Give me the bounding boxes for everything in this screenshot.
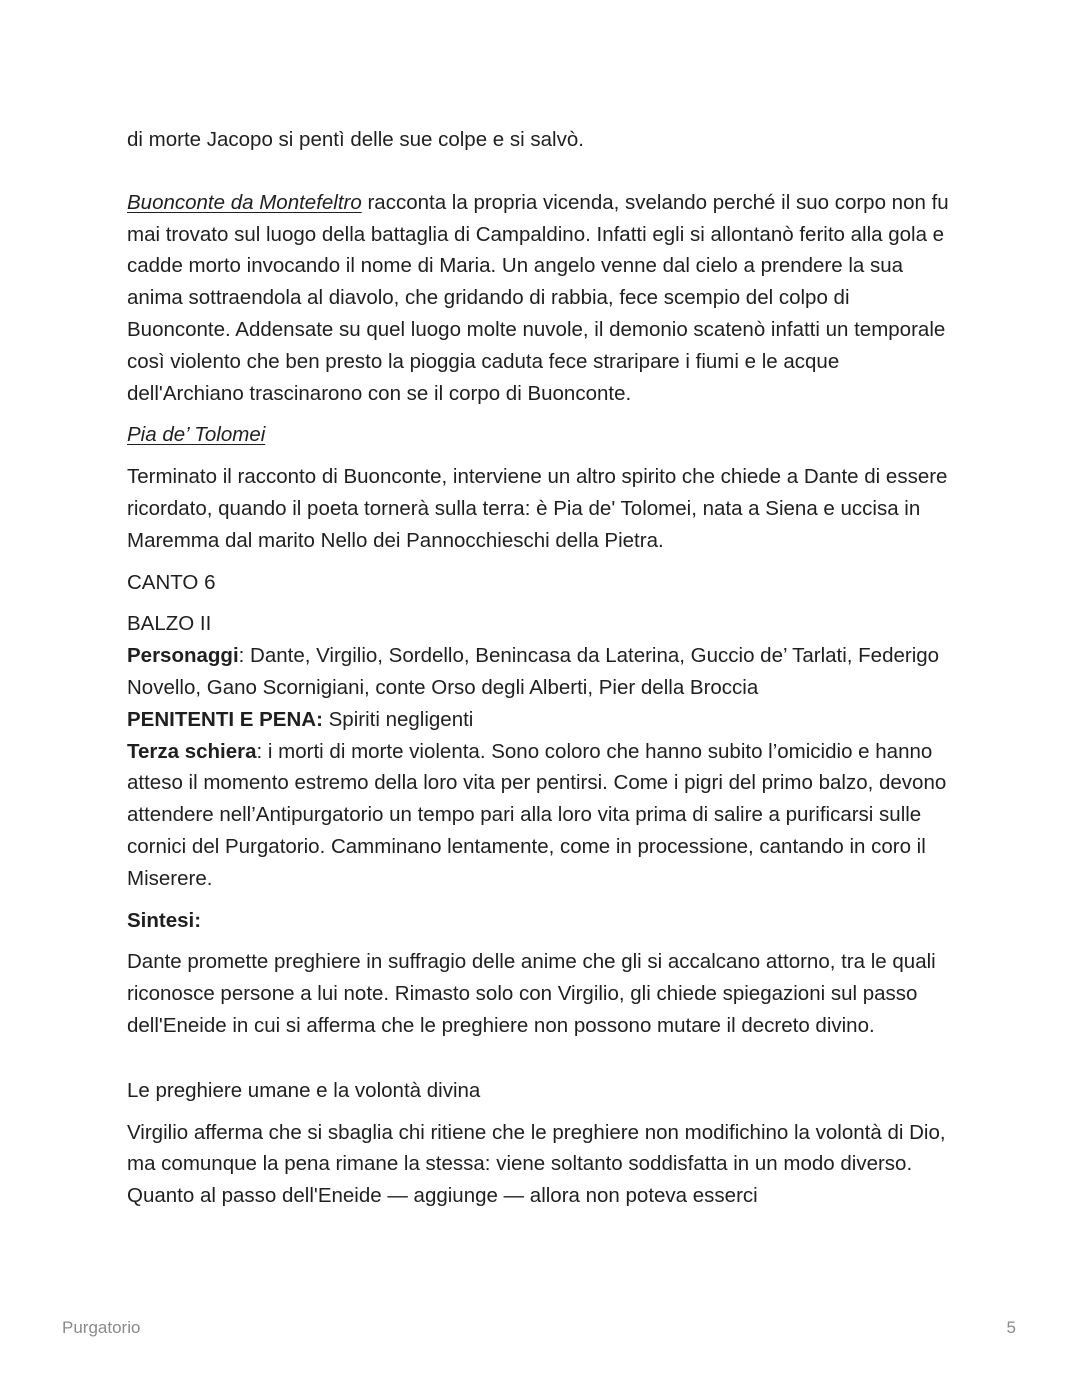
paragraph-jacopo: di morte Jacopo si pentì delle sue colpe e si salvò. xyxy=(127,128,584,151)
buonconte-name: Buonconte da Montefeltro xyxy=(127,190,362,214)
personaggi-text: : Dante, Virgilio, Sordello, Benincasa da Laterina, Guccio de’ Tarlati, Federigo Novello, Gano Scornigiani, conte Orso degli Alberti, Pier della Broccia xyxy=(127,644,940,699)
heading-pia xyxy=(127,419,957,451)
penitenti-label: PENITENTI E PENA: xyxy=(127,707,323,731)
paragraph-pia: Terminato il racconto di Buonconte, interviene un altro spirito che chiede a Dante di essere ricordato, quando il poeta tornerà sulla terra: è Pia de' Tolomei, nata a Siena e uccisa in Maremma dal marito Nello dei Pannocchieschi della Pietra. xyxy=(127,465,948,552)
paragraph-sintesi: Dante promette preghiere in suffragio delle anime che gli si accalcano attorno, tra le quali riconosce persone a lui note. Rimasto solo con Virgilio, gli chiede spiegazioni sul passo dell'Eneide in cui si afferma che le preghiere non possono mutare il decreto divino. xyxy=(127,950,936,1037)
paragraph-personaggi xyxy=(127,640,957,704)
paragraph-terza-schiera xyxy=(127,736,957,895)
terza-text: : i morti di morte violenta. Sono coloro che hanno subito l’omicidio e hanno atteso il momento estremo della loro vita per pentirsi. Come i pigri del primo balzo, devono attendere nell’Antipurgatorio un tempo pari alla loro vita prima di salire a purificarsi sulle cornici del Purgatorio. Camminano lentamente, come in processione, cantando in coro il Miserere. xyxy=(127,739,947,890)
personaggi-label: Personaggi xyxy=(127,644,239,668)
paragraph-buonconte xyxy=(127,187,957,410)
sintesi-heading-text: Sintesi: xyxy=(127,908,202,932)
penitenti-text: Spiriti negligenti xyxy=(322,707,474,731)
terza-label: Terza schiera xyxy=(127,739,257,763)
page-body xyxy=(127,124,957,1212)
balzo-label: BALZO II xyxy=(127,612,212,636)
page-number: 5 xyxy=(1006,1318,1016,1337)
footer-title: Purgatorio xyxy=(62,1318,141,1337)
buonconte-text: racconta la propria vicenda, svelando perché il suo corpo non fu mai trovato sul luogo della battaglia di Campaldino. Infatti egli si allontanò ferito alla gola e cadde morto invocando il nome di Maria. Un angelo venne dal cielo a prendere la sua anima sottraendola al diavolo, che gridando di rabbia, fece scempio del colpo di Buonconte. Addensate su quel luogo molte nuvole, il demonio scatenò infatti un temporale così violento che ben presto la pioggia caduta fece straripare i fiumi e le acque dell'Archiano trascinarono con se il corpo di Buonconte. xyxy=(127,190,949,405)
heading-sintesi xyxy=(127,905,957,937)
paragraph-preghiere: Virgilio afferma che si sbaglia chi ritiene che le preghiere non modifichino la volontà di Dio, ma comunque la pena rimane la stessa: viene soltanto soddisfatta in un modo diverso. Quanto al passo dell'Eneide — aggiunge — allora non poteva esserci xyxy=(127,1120,946,1208)
paragraph-penitenti xyxy=(127,704,957,736)
pia-heading-text: Pia de’ Tolomei xyxy=(127,423,266,447)
canto-label: CANTO 6 xyxy=(127,570,216,594)
heading-preghiere: Le preghiere umane e la volontà divina xyxy=(127,1078,481,1102)
